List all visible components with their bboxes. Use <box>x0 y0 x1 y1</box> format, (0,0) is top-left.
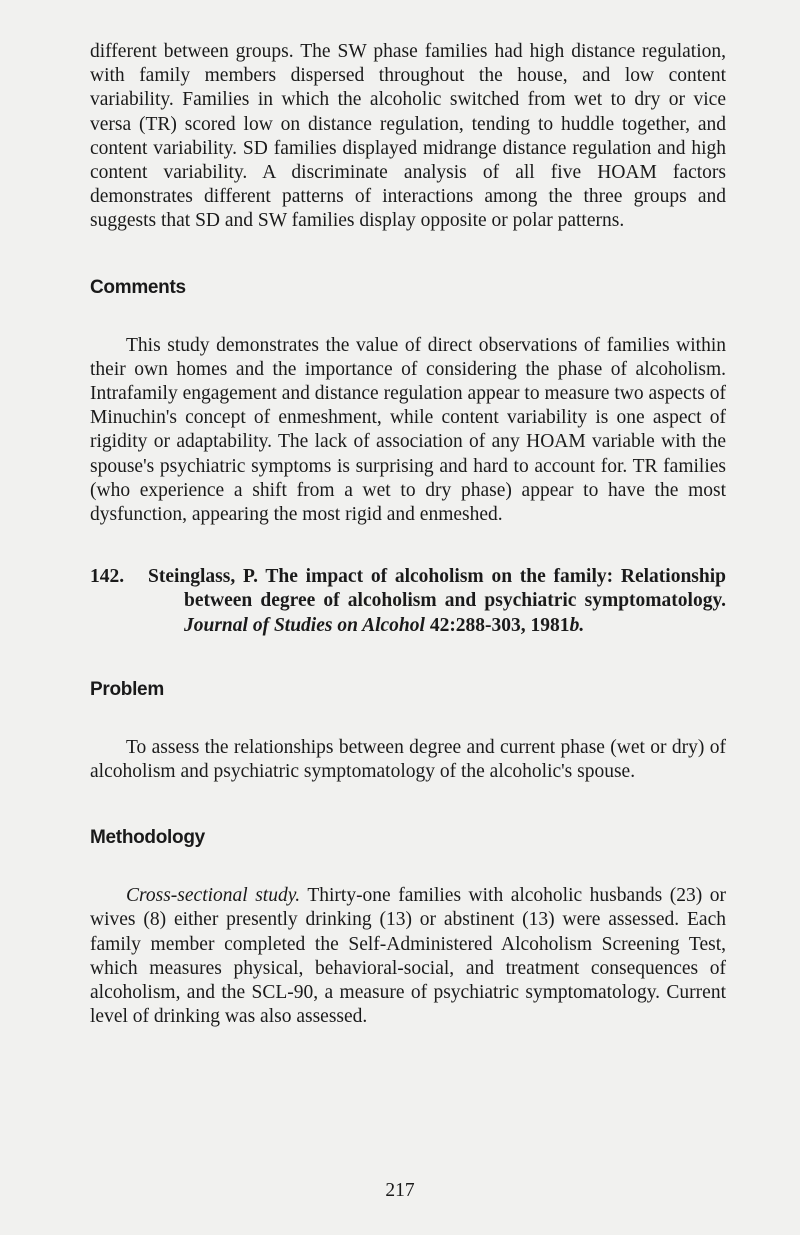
study-type: Cross-sectional study. <box>126 885 301 907</box>
citation-text <box>148 565 726 638</box>
methodology-body <box>90 884 726 1029</box>
comments-heading: Comments <box>90 276 186 298</box>
problem-body: To assess the relationships between degree and current phase (wet or dry) of alcoholism and psychiatric symptomatology of the alcoholic's spouse. <box>90 736 726 783</box>
entry-citation <box>148 565 726 638</box>
paragraph-results-continued: different between groups. The SW phase families had high distance regulation, with family members dispersed throughout the house, and low content variability. Families in which the alcoholic switched from wet to dry or vice versa (TR) scored low on distance regulation, tending to huddle together, and content variability. SD families displayed midrange distance regulation and high content variability. A discriminate analysis of all five HOAM factors demonstrates different patterns of interactions among the three groups and suggests that SD and SW families display opposite or polar patterns. <box>90 41 726 232</box>
journal-name: Journal of Studies on Alcohol <box>184 614 425 636</box>
citation-title: Steinglass, P. The impact of alcoholism on the family: Relationship between degree of alcoholism and psychiatric symptomatology. <box>148 566 726 612</box>
bibliography-entry <box>90 565 726 638</box>
comments-body: This study demonstrates the value of direct observations of families within their own homes and the importance of considering the phase of alcoholism. Intrafamily engagement and distance regulation appear to measure two aspects of Minuchin's concept of enmeshment, while content variability is one aspect of rigidity or adaptability. The lack of association of any HOAM variable with the spouse's psychiatric symptoms is surprising and hard to account for. TR families (who experience a shift from a wet to dry phase) appear to have the most dysfunction, appearing the most rigid and enmeshed. <box>90 334 726 526</box>
problem-heading: Problem <box>90 678 164 700</box>
citation-year-suffix: b. <box>569 614 585 636</box>
page-number: 217 <box>385 1180 415 1201</box>
methodology-text: Thirty-one families with alcoholic husbands (23) or wives (8) either presently drinking (13) or abstinent (13) were assessed. Each family member completed the Self-Administered Alcoholism Screening Test, which measures physical, behavioral-social, and treatment consequences of alcoholism, and the SCL-90, a measure of psychiatric symptomatology. Current level of drinking was also assessed. <box>90 885 726 1028</box>
methodology-heading: Methodology <box>90 827 205 849</box>
entry-number: 142. <box>90 566 125 588</box>
citation-volume: 42:288-303, 1981 <box>429 614 570 636</box>
document-page <box>90 40 726 1029</box>
